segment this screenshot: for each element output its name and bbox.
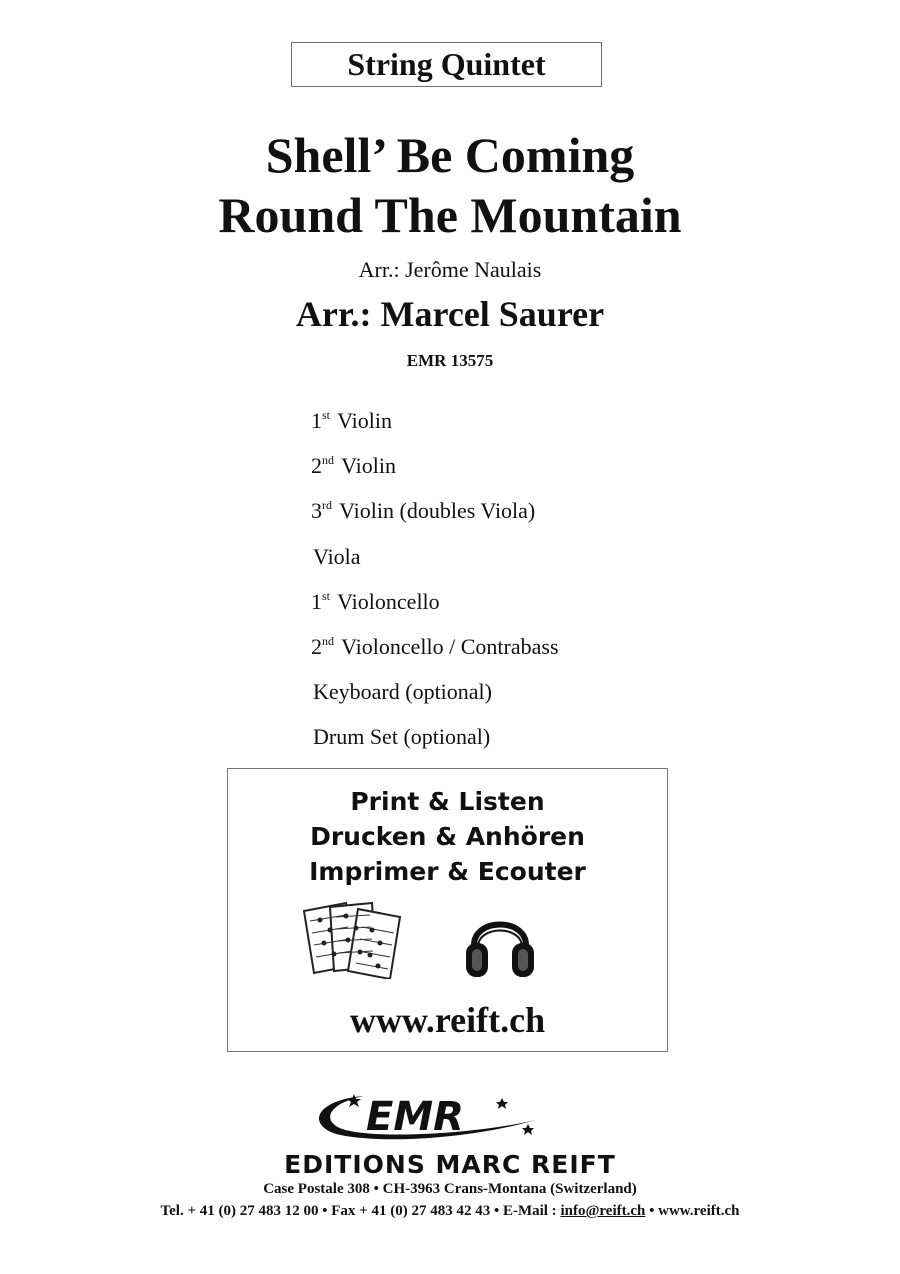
email-link[interactable]: info@reift.ch xyxy=(560,1203,646,1219)
sheet-music-icon xyxy=(300,899,412,979)
instrument-parts-list xyxy=(311,395,559,757)
star-icon xyxy=(347,1094,361,1107)
emr-logo-text: EMR xyxy=(366,1094,464,1140)
part-item: 3rd Violin (doubles Viola) xyxy=(311,498,536,524)
promo-line-german: Drucken & Anhören xyxy=(310,822,585,851)
promo-line-french: Imprimer & Ecouter xyxy=(309,857,586,886)
arranger: Arr.: Marcel Saurer xyxy=(295,294,605,334)
part-item: Drum Set (optional) xyxy=(313,724,491,750)
promo-url: www.reift.ch xyxy=(349,1000,546,1040)
part-item: Viola xyxy=(313,543,361,569)
publisher-contact: Tel. + 41 (0) 27 483 12 00 • Fax + 41 (0) 27 483 42 43 • E-Mail : info@reift.ch • www.reift.ch xyxy=(160,1203,740,1219)
print-listen-box xyxy=(227,768,668,1052)
part-item: 2nd Violin xyxy=(311,453,397,479)
part-item: 2nd Violoncello / Contrabass xyxy=(311,633,559,659)
part-item: 1st Violoncello xyxy=(311,588,440,614)
original-arranger: Arr.: Jerôme Naulais xyxy=(358,257,542,282)
publisher-name: EDITIONS MARC REIFT xyxy=(284,1150,616,1179)
part-item: 1st Violin xyxy=(311,408,393,433)
catalog-number: EMR 13575 xyxy=(406,351,494,370)
title-line-1: Shell’ Be Coming xyxy=(265,127,635,183)
publisher-address: Case Postale 308 • CH-3963 Crans-Montana (Switzerland) xyxy=(263,1181,637,1197)
part-item: Keyboard (optional) xyxy=(313,679,492,705)
title-line-2: Round The Mountain xyxy=(218,187,682,243)
emr-logo xyxy=(306,1090,546,1146)
ensemble-label: String Quintet xyxy=(291,42,602,87)
promo-line-english: Print & Listen xyxy=(350,787,545,816)
headphones-icon xyxy=(464,903,536,979)
star-icon xyxy=(522,1124,534,1135)
star-icon xyxy=(496,1098,508,1109)
